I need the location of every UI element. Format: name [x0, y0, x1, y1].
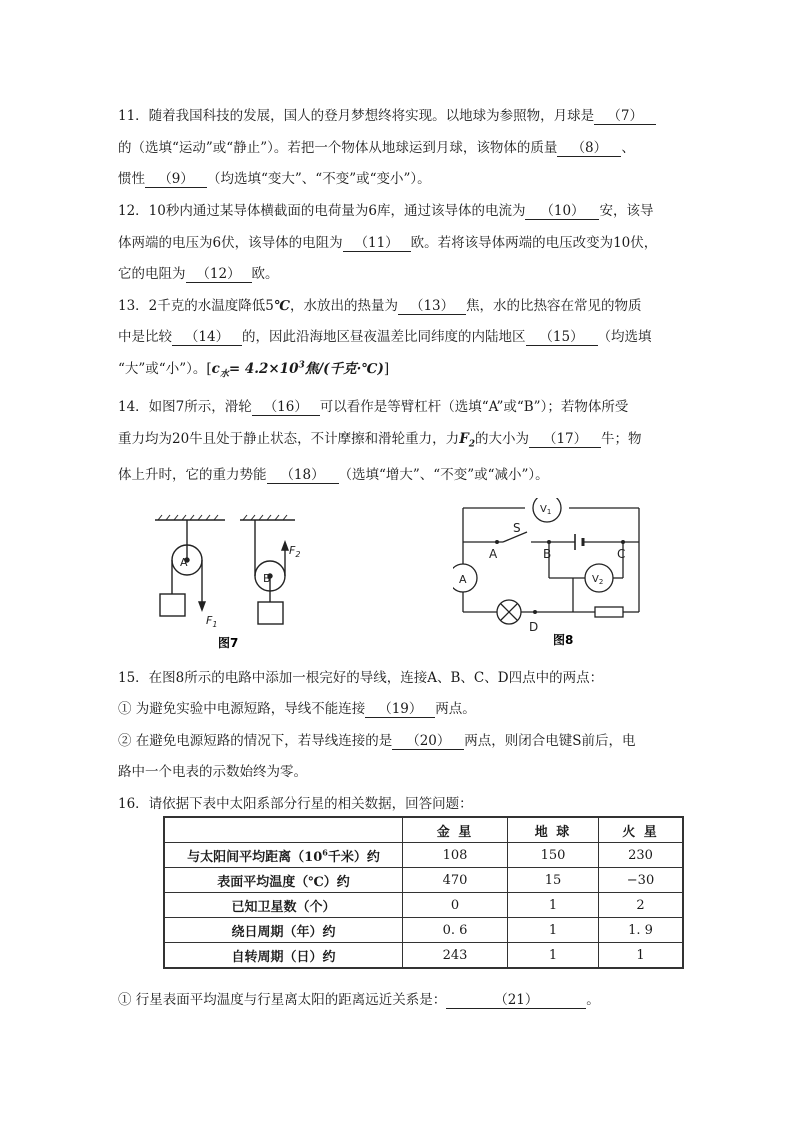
row-label: 已知卫星数（个） [164, 893, 403, 918]
label-f2 [289, 544, 300, 559]
table-cell: 108 [403, 843, 508, 868]
q12-text: 体两端的电压为6伏，该导体的电阻为 [118, 235, 343, 251]
resistor [595, 607, 623, 617]
table-cell: 0 [403, 893, 508, 918]
table-row [164, 918, 683, 943]
label-pulley-a: A [180, 556, 188, 569]
q14-text: （选填“增大”、“不变”或“减小”）。 [338, 467, 549, 483]
force-symbol: F [459, 431, 469, 447]
q12-text: 欧。 [251, 266, 279, 282]
q13-line1 [118, 294, 642, 315]
node-a [495, 540, 499, 544]
q14-line1 [118, 395, 628, 416]
row-label: 表面平均温度（℃）约 [164, 868, 403, 893]
table-cell: 1 [508, 918, 599, 943]
v2-label [592, 574, 603, 586]
blank-10[interactable]: （10） [525, 204, 599, 220]
formula-eq: = 4.2×10 [228, 361, 299, 377]
q11-text: （均选填“变大”、“不变”或“变小”）。 [207, 171, 431, 187]
blank-12[interactable]: （12） [186, 267, 252, 283]
table-row [164, 893, 683, 918]
q13-text: “大”或“小”）。[ [118, 361, 212, 377]
f1-symbol: F [206, 614, 213, 627]
formula-sub: 水 [219, 369, 229, 380]
q12-text: 安，该导 [599, 203, 654, 219]
q14-line3 [118, 463, 549, 484]
q11-line1 [118, 104, 656, 125]
figure-7-pulleys [150, 514, 300, 654]
formula-exp: 3 [298, 360, 305, 371]
blank-21[interactable]: （21） [446, 993, 586, 1009]
node-d [533, 610, 537, 614]
v1-symbol: V [540, 504, 547, 515]
blank-8[interactable]: （8） [557, 141, 621, 157]
blank-9[interactable]: （9） [145, 172, 207, 188]
blank-18[interactable]: （18） [267, 468, 339, 484]
force-sub: 2 [468, 439, 476, 450]
q13-text: 中是比较 [118, 329, 172, 345]
q15-text: 15．在图8所示的电路中添加一根完好的导线，连接A、B、C、D四点中的两点： [118, 670, 604, 686]
q15-text: 路中一个电表的示数始终为零。 [118, 764, 307, 780]
q12-line1 [118, 199, 653, 220]
q11-text: 惯性 [118, 171, 145, 187]
v2-symbol: V [592, 574, 599, 585]
q14-text: 可以看作是等臂杠杆（选填“A”或“B”）；若物体所受 [319, 399, 629, 415]
table-row [164, 868, 683, 893]
q11-text: 、 [621, 140, 635, 156]
q11-text: 的（选填“运动”或“静止”）。若把一个物体从地球运到月球，该物体的质量 [118, 140, 558, 156]
planet-data-table [163, 816, 684, 969]
blank-11[interactable]: （11） [343, 236, 411, 252]
label-s: S [513, 521, 521, 535]
table-cell: 2 [599, 893, 684, 918]
q13-text: 13．2千克的水温度降低5 [118, 298, 274, 314]
arrow-f2 [282, 542, 288, 550]
label-c: C [617, 547, 626, 561]
blank-13[interactable]: （13） [398, 299, 466, 315]
q15-line4 [118, 760, 307, 780]
table-cell: 1 [599, 943, 684, 969]
q16-line1 [118, 792, 473, 812]
q12-line2 [118, 231, 657, 252]
q14-text: 的大小为 [475, 431, 530, 447]
v2-sub: 2 [598, 578, 604, 586]
node-c [621, 540, 625, 544]
q15-text: ② 在避免电源短路的情况下，若导线连接的是 [118, 733, 393, 749]
node-b [547, 540, 551, 544]
q14-line2 [118, 427, 642, 450]
figure-8-circuit [453, 498, 653, 648]
q15-line1 [118, 666, 603, 686]
q13-text: ，水放出的热量为 [290, 298, 399, 314]
blank-14[interactable]: （14） [172, 330, 242, 346]
celsius-unit: ℃ [273, 298, 291, 314]
force-f2 [459, 431, 476, 450]
q14-text: 重力均为20牛且处于静止状态，不计摩擦和滑轮重力，力 [118, 431, 460, 447]
row-label-sup: 6 [322, 847, 328, 858]
table-cell: 1 [508, 893, 599, 918]
q15-line2 [118, 697, 476, 718]
q13-text: （均选填 [597, 329, 652, 345]
blank-7[interactable]: （7） [594, 109, 656, 125]
table-cell: 1. 9 [599, 918, 684, 943]
q13-text: 的，因此沿海地区昼夜温差比同纬度的内陆地区 [242, 329, 526, 345]
table-cell: 230 [599, 843, 684, 868]
blank-19[interactable]: （19） [365, 702, 435, 718]
table-corner [164, 817, 403, 843]
q13-text: ] [383, 361, 390, 377]
ceiling-hatch [158, 515, 287, 520]
header-venus: 金 星 [403, 817, 508, 843]
q15-text: 两点，则闭合电键S前后，电 [464, 733, 636, 749]
arrow-f1 [199, 602, 205, 610]
row-label [164, 843, 403, 868]
table-row [164, 843, 683, 868]
q13-text: 焦，水的比热容在常见的物质 [466, 298, 642, 314]
table-row [164, 943, 683, 969]
table-cell: 1 [508, 943, 599, 969]
q12-line3 [118, 262, 279, 283]
label-d: D [529, 620, 539, 634]
q12-text: 12．10秒内通过某导体横截面的电荷量为6库，通过该导体的电流为 [118, 203, 526, 219]
formula-unit: 焦/(千克·℃) [304, 361, 384, 377]
label-b: B [543, 547, 552, 561]
q14-text: 14．如图7所示，滑轮 [118, 399, 252, 415]
table-cell: 0. 6 [403, 918, 508, 943]
table-cell: 15 [508, 868, 599, 893]
q13-line2 [118, 325, 652, 346]
table-cell: 150 [508, 843, 599, 868]
q16-text: ① 行星表面平均温度与行星离太阳的距离远近关系是： [118, 992, 447, 1008]
f2-sub: 2 [295, 550, 300, 559]
v1-sub: 1 [546, 508, 552, 516]
v1-label [540, 504, 551, 516]
figure-8-caption: 图8 [553, 633, 574, 647]
row-label-text: 与太阳间平均距离（10 [187, 849, 323, 865]
q12-text: 欧。若将该导体两端的电压改变为10伏， [410, 235, 658, 251]
table-cell: −30 [599, 868, 684, 893]
row-label-text: 千米）约 [327, 849, 380, 865]
q12-text: 它的电阻为 [118, 266, 186, 282]
ammeter-label: A [459, 573, 467, 586]
formula [211, 360, 384, 380]
q15-text: ① 为避免实验中电源短路，导线不能连接 [118, 701, 366, 717]
table-cell: 243 [403, 943, 508, 969]
table-header-row [164, 817, 683, 843]
f2-symbol: F [289, 544, 296, 557]
blank-16[interactable]: （16） [252, 400, 320, 416]
q16-text: 。 [586, 992, 600, 1008]
row-label: 绕日周期（年）约 [164, 918, 403, 943]
blank-17[interactable]: （17） [529, 432, 601, 448]
q13-line3 [118, 357, 389, 380]
q15-text: 两点。 [435, 701, 476, 717]
formula-c: c [211, 361, 220, 377]
q14-text: 牛；物 [601, 431, 642, 447]
q16-line2 [118, 988, 600, 1009]
label-a: A [489, 547, 498, 561]
header-earth: 地 球 [508, 817, 599, 843]
header-mars: 火 星 [599, 817, 684, 843]
q11-line3 [118, 167, 431, 188]
q15-line3 [118, 729, 636, 750]
label-f1 [206, 614, 217, 629]
row-label: 自转周期（日）约 [164, 943, 403, 969]
weight-a [160, 594, 185, 616]
q11-text: 11．随着我国科技的发展，国人的登月梦想终将实现。以地球为参照物，月球是 [118, 108, 595, 124]
label-pulley-b: B [263, 572, 271, 585]
q11-line2 [118, 136, 635, 157]
q14-text: 体上升时，它的重力势能 [118, 467, 267, 483]
table-cell: 470 [403, 868, 508, 893]
f1-sub: 1 [212, 620, 218, 629]
weight-b [258, 602, 283, 624]
q16-text: 16．请依据下表中太阳系部分行星的相关数据，回答问题： [118, 796, 473, 812]
blank-20[interactable]: （20） [392, 734, 464, 750]
blank-15[interactable]: （15） [526, 330, 598, 346]
figure-7-caption: 图7 [218, 636, 239, 650]
